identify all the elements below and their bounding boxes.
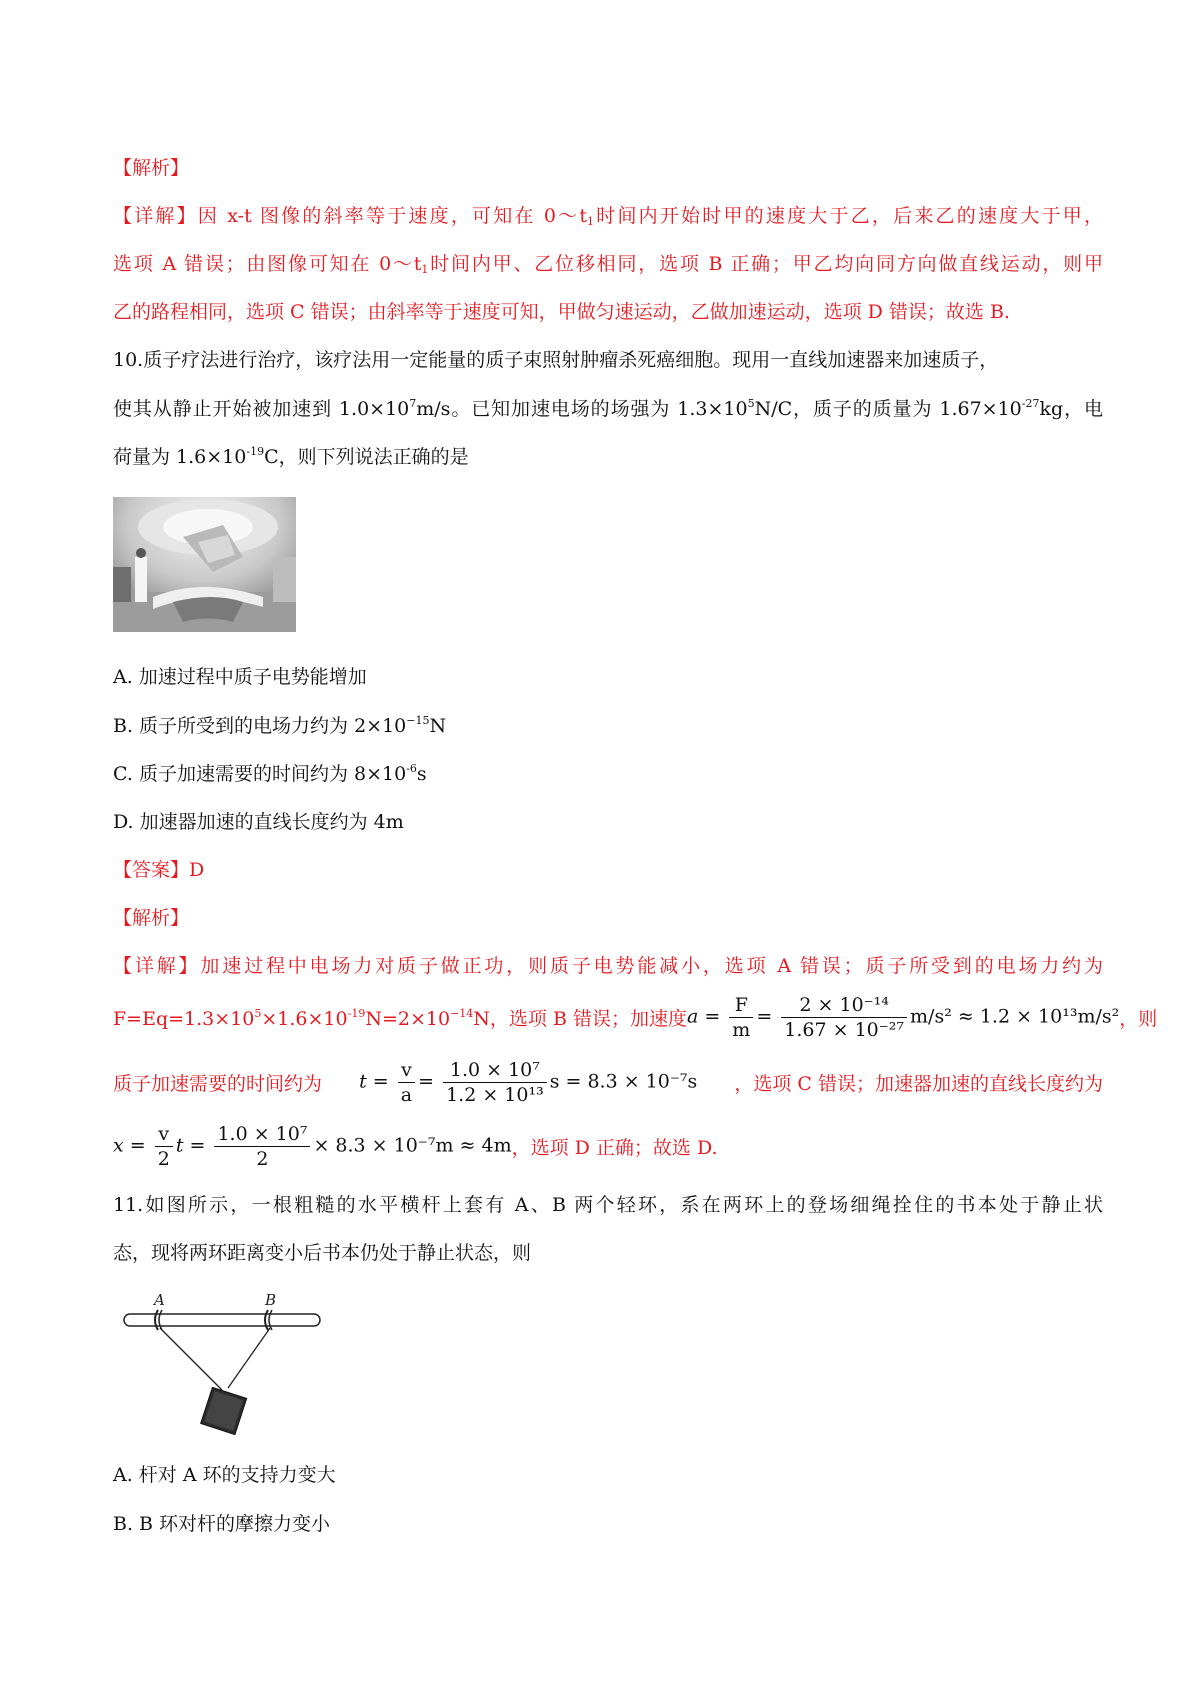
analysis-detail-line-1: 【详解】因 x-t 图像的斜率等于速度，可知在 $0\sim t_1$时间内开始时甲的速度大于乙，后来乙的速度大于甲，: [113, 205, 1103, 228]
question-11-stem-line-1: 11.如图所示，一根粗糙的水平横杆上套有 A、B 两个轻环，系在两环上的登场细绳拴住的书本处于静止状: [113, 1194, 1103, 1216]
book: [201, 1387, 247, 1434]
rope-a: [160, 1328, 222, 1390]
rod-rings-book-diagram: [122, 1288, 322, 1438]
analysis-detail-line-3: 乙的路程相同，选项 C 错误；由斜率等于速度可知，甲做匀速运动，乙做加速运动，选项 D 错误；故选 B.: [113, 301, 1010, 323]
question-10-answer: 【答案】D: [113, 859, 205, 881]
label-b: B: [265, 1291, 277, 1309]
label-a: A: [154, 1291, 165, 1309]
question-10-stem-line-2: 使其从静止开始被加速到 $1.0\times 10^7m/s$。已知加速电场的场强为 $1.3\times 10^5N/C$，质子的质量为 $1.67\times 10^{-27}kg$，电: [113, 397, 1103, 420]
length-formula: x = $\frac{v}{2}$ t = $\frac{\text{1.0 × 10⁷}}{2}$ × 8.3 × 10⁻⁷m ≈ 4m: [113, 1122, 512, 1170]
time-formula: t = $\frac{v}{a}$ = $\frac{\text{1.0 × 10⁷}}{\text{1.2 × 10¹³}}$ s = 8.3 × 10⁻⁷s: [359, 1058, 698, 1106]
question-10-detail-line-4: x = $\frac{v}{2}$ t = $\frac{\text{1.0 × 10⁷}}{2}$ × 8.3 × 10⁻⁷m ≈ 4m ，选项 D 正确；故选 D.: [113, 1122, 718, 1170]
question-10-option-b: B. 质子所受到的电场力约为 $2\times 10^{-15}N$: [113, 714, 447, 737]
analysis-tag: 【解析】: [113, 157, 190, 179]
proton-therapy-photo: [113, 497, 296, 632]
acceleration-formula: a = $\frac{F}{m}$ = $\frac{\text{2 × 10⁻¹⁴}}{\text{1.67 × 10⁻²⁷}}$ m/s² ≈ 1.2 × 10¹³m/s²: [686, 993, 1120, 1041]
horizontal-rod: [124, 1314, 320, 1326]
question-10-option-d: D. 加速器加速的直线长度约为 4m: [113, 811, 404, 833]
rope-b: [228, 1328, 270, 1388]
question-10-stem-line-1: 10.质子疗法进行治疗，该疗法用一定能量的质子束照射肿瘤杀死癌细胞。现用一直线加速器来加速质子，: [113, 349, 999, 371]
question-10-option-a: A. 加速过程中质子电势能增加: [113, 666, 367, 688]
question-10-option-c: C. 质子加速需要的时间约为 $8\times 10^{-6}s$: [113, 762, 427, 785]
analysis-detail-line-2: 选项 A 错误；由图像可知在 $0\sim t_1$时间内甲、乙位移相同，选项 B 正确；甲乙均向同方向做直线运动，则甲: [113, 253, 1103, 276]
question-10-detail-line-1: 【详解】加速过程中电场力对质子做正功，则质子电势能减小，选项 A 错误；质子所受到的电场力约为: [113, 955, 1103, 977]
question-11-stem-line-2: 态，现将两环距离变小后书本仍处于静止状态，则: [113, 1242, 532, 1264]
question-10-detail-line-2: $F=Eq=1.3\times 10^5\times 1.6\times 10^{-19}N=2\times 10^{-14}N$，选项 B 错误；加速度 a = $\frac{F}{m}$ = $\frac{\text{2 × 10⁻¹⁴}}{\text{1.67 × 10⁻²⁷}}$ m/s² ≈ 1.2 × 10¹³m/s² ，则: [113, 993, 1158, 1041]
question-10-detail-line-3: 质子加速需要的时间约为 t = $\frac{v}{a}$ = $\frac{\text{1.0 × 10⁷}}{\text{1.2 × 10¹³}}$ s = 8.3 × 10⁻⁷s ，选项 C 错误；加速器加速的直线长度约为: [113, 1058, 1103, 1106]
question-10-analysis-tag: 【解析】: [113, 907, 190, 929]
question-11-option-a: A. 杆对 A 环的支持力变大: [113, 1464, 336, 1486]
question-11-option-b: B. B 环对杆的摩擦力变小: [113, 1513, 331, 1535]
question-10-stem-line-3: 荷量为 $1.6\times 10^{-19}C$，则下列说法正确的是: [113, 445, 469, 468]
